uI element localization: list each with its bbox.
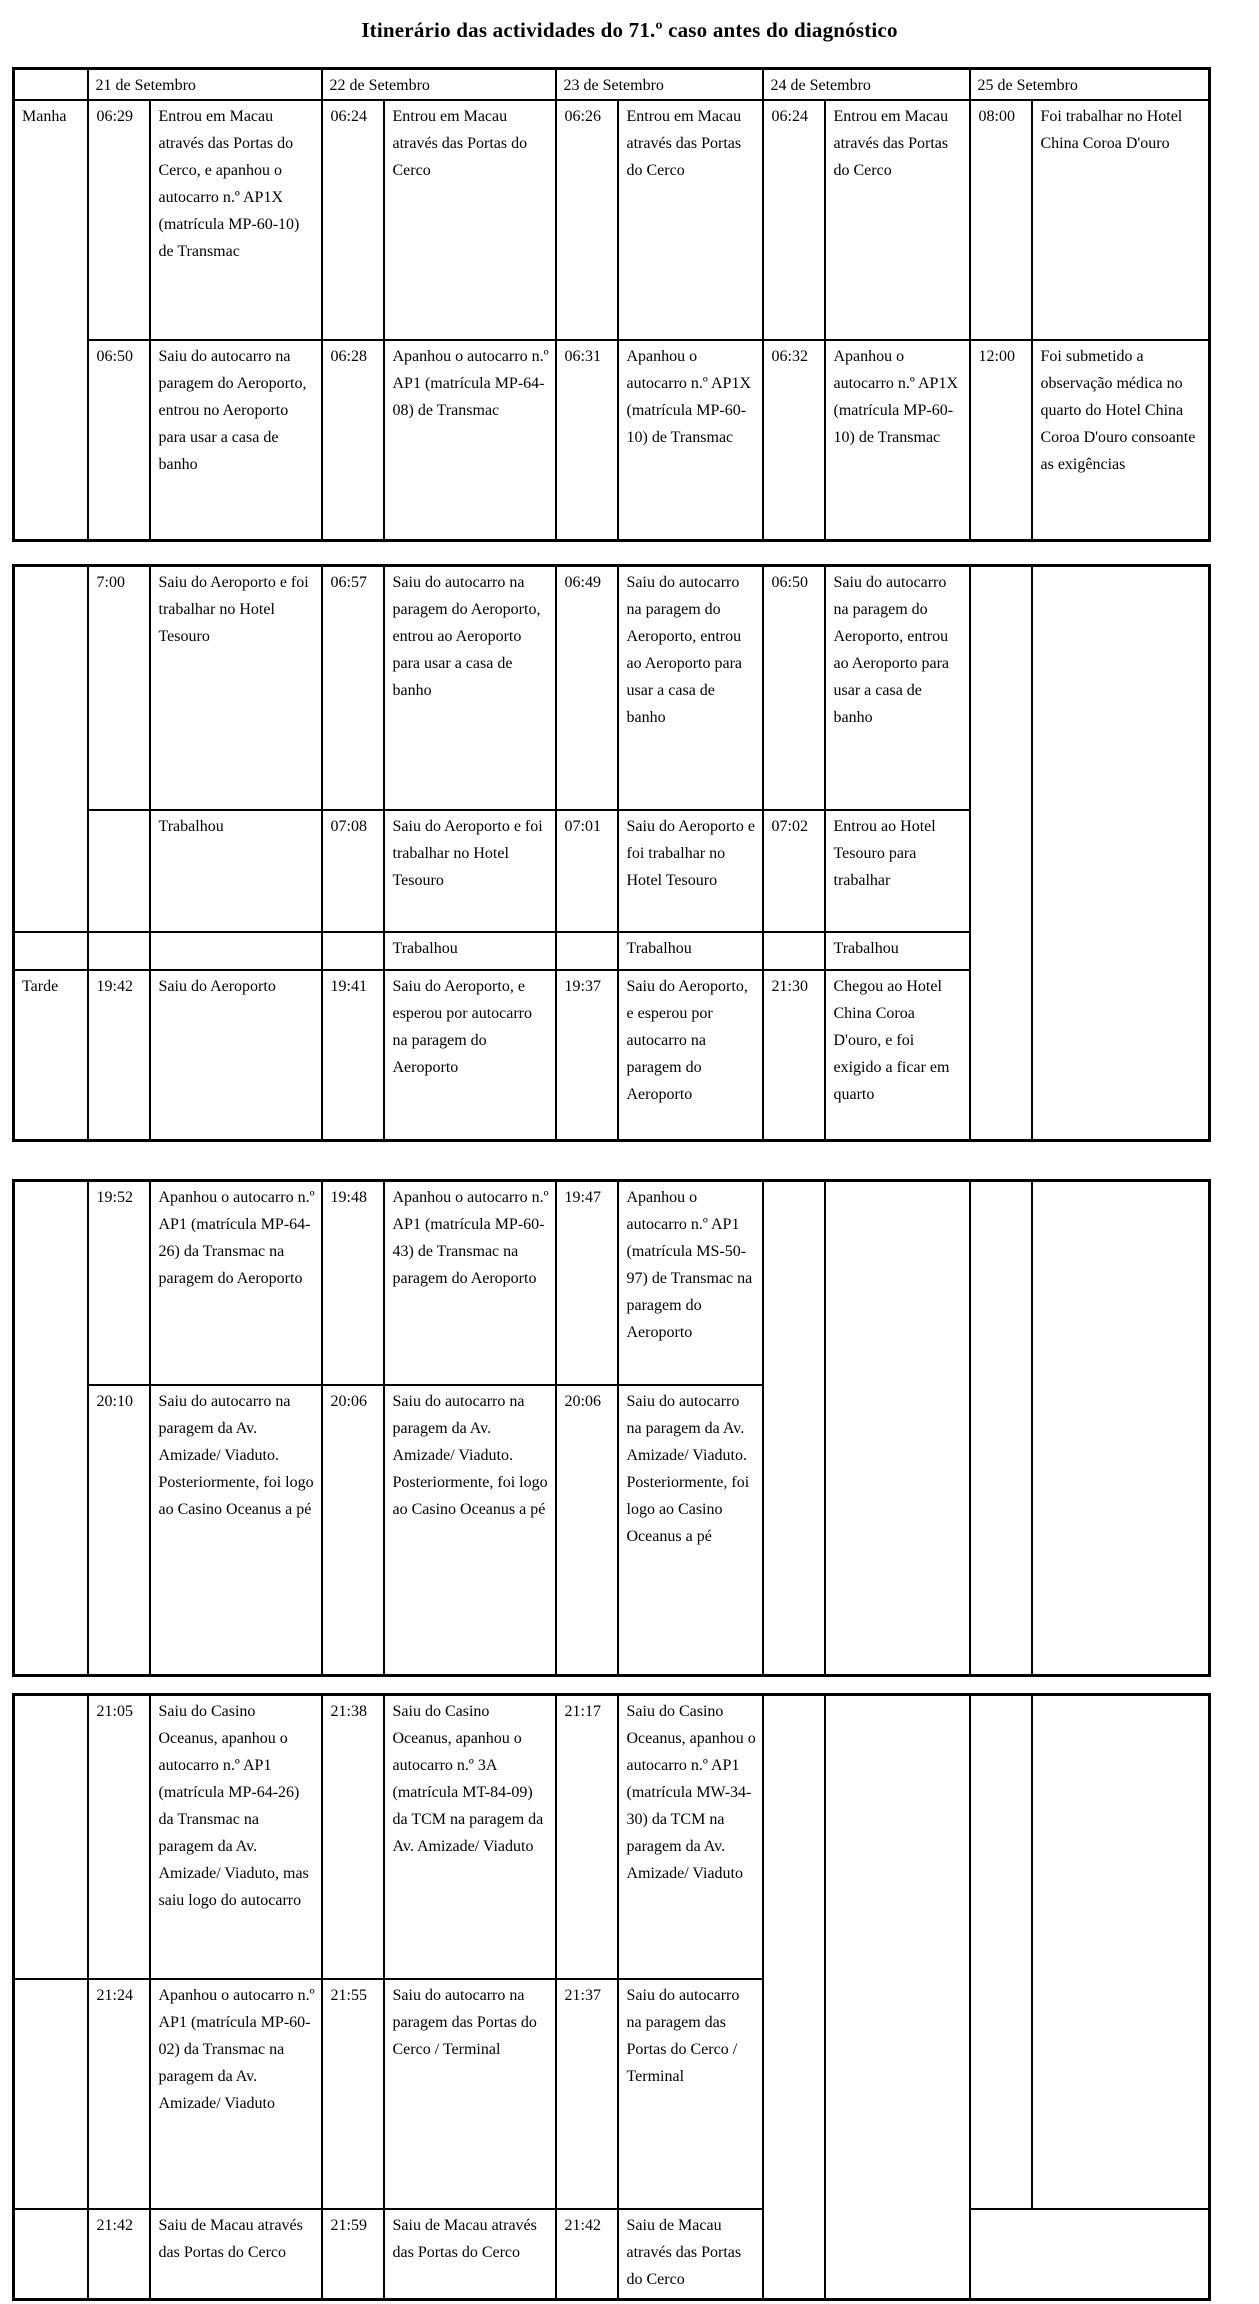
table-gap (0, 1142, 1259, 1179)
morning-label: Manha (14, 100, 88, 540)
empty-label-cell (14, 565, 88, 932)
time-cell: 21:30 (763, 970, 825, 1140)
activity-cell: Saiu do Casino Oceanus, apanhou o autocarro n.º AP1 (matrícula MP-64-26) da Transmac na paragem da Av. Amizade/ Viaduto, mas saiu logo do autocarro (150, 1694, 322, 1979)
date-header-22set: 22 de Setembro (322, 69, 556, 101)
activity-cell: Entrou em Macau através das Portas do Cerco (825, 100, 970, 340)
time-cell: 06:24 (322, 100, 384, 340)
time-cell: 06:50 (763, 565, 825, 810)
corner-cell (14, 69, 88, 101)
time-cell: 20:10 (88, 1385, 150, 1675)
activity-cell: Chegou ao Hotel China Coroa D'ouro, e foi exigido a ficar em quarto (825, 970, 970, 1140)
empty-activity-cell (825, 1694, 970, 2299)
time-cell: 19:47 (556, 1180, 618, 1385)
empty-activity-cell (1032, 1694, 1210, 2209)
empty-label-cell (14, 932, 88, 970)
time-cell: 06:28 (322, 340, 384, 540)
time-cell: 12:00 (970, 340, 1032, 540)
empty-label-cell (14, 1694, 88, 1979)
activity-cell: Saiu de Macau através das Portas do Cerco (618, 2209, 763, 2299)
time-cell: 21:42 (88, 2209, 150, 2299)
time-cell: 21:17 (556, 1694, 618, 1979)
time-cell: 06:26 (556, 100, 618, 340)
activity-cell: Saiu do autocarro na paragem do Aeroporto, entrou no Aeroporto para usar a casa de banho (150, 340, 322, 540)
activity-cell: Apanhou o autocarro n.º AP1 (matrícula MP-60-02) da Transmac na paragem da Av. Amizade/ Viaduto (150, 1979, 322, 2209)
itinerary-table-block-1 (12, 67, 1211, 542)
empty-activity-cell (150, 932, 322, 970)
time-cell: 21:59 (322, 2209, 384, 2299)
activity-cell: Foi trabalhar no Hotel China Coroa D'ouro (1032, 100, 1210, 340)
activity-cell: Saiu do Casino Oceanus, apanhou o autocarro n.º AP1 (matrícula MW-34-30) da TCM na paragem da Av. Amizade/ Viaduto (618, 1694, 763, 1979)
empty-label-cell (14, 1180, 88, 1675)
date-header-24set: 24 de Setembro (763, 69, 970, 101)
activity-cell: Saiu do autocarro na paragem do Aeroporto, entrou ao Aeroporto para usar a casa de banho (825, 565, 970, 810)
activity-cell: Saiu do Aeroporto, e esperou por autocarro na paragem do Aeroporto (618, 970, 763, 1140)
activity-cell: Apanhou o autocarro n.º AP1X (matrícula MP-60-10) de Transmac (825, 340, 970, 540)
time-cell: 06:31 (556, 340, 618, 540)
activity-cell: Trabalhou (384, 932, 556, 970)
time-cell: 06:49 (556, 565, 618, 810)
empty-label-cell (14, 1979, 88, 2209)
activity-cell: Saiu do autocarro na paragem das Portas do Cerco / Terminal (384, 1979, 556, 2209)
time-cell: 21:05 (88, 1694, 150, 1979)
activity-cell: Saiu do Aeroporto e foi trabalhar no Hotel Tesouro (384, 810, 556, 932)
empty-time-cell (763, 932, 825, 970)
time-cell: 19:52 (88, 1180, 150, 1385)
activity-cell: Saiu do autocarro na paragem das Portas do Cerco / Terminal (618, 1979, 763, 2209)
time-cell: 19:42 (88, 970, 150, 1140)
time-cell: 19:41 (322, 970, 384, 1140)
activity-cell: Saiu de Macau através das Portas do Cerco (384, 2209, 556, 2299)
time-cell: 08:00 (970, 100, 1032, 340)
time-cell: 06:57 (322, 565, 384, 810)
activity-cell: Saiu do autocarro na paragem do Aeroporto, entrou ao Aeroporto para usar a casa de banho (618, 565, 763, 810)
activity-cell: Apanhou o autocarro n.º AP1 (matrícula MP-64-26) da Transmac na paragem do Aeroporto (150, 1180, 322, 1385)
activity-cell: Saiu do Aeroporto, e esperou por autocarro na paragem do Aeroporto (384, 970, 556, 1140)
afternoon-label: Tarde (14, 970, 88, 1140)
activity-cell: Saiu do Aeroporto e foi trabalhar no Hotel Tesouro (618, 810, 763, 932)
activity-cell: Saiu do autocarro na paragem da Av. Amizade/ Viaduto. Posteriormente, foi logo ao Casino Oceanus a pé (150, 1385, 322, 1675)
activity-cell: Trabalhou (150, 810, 322, 932)
activity-cell: Apanhou o autocarro n.º AP1X (matrícula MP-60-10) de Transmac (618, 340, 763, 540)
empty-activity-cell (1032, 565, 1210, 1140)
time-cell: 06:50 (88, 340, 150, 540)
empty-time-cell (556, 932, 618, 970)
activity-cell: Apanhou o autocarro n.º AP1 (matrícula MP-64-08) de Transmac (384, 340, 556, 540)
activity-cell: Saiu do Aeroporto (150, 970, 322, 1140)
time-cell: 06:32 (763, 340, 825, 540)
empty-time-cell (763, 1694, 825, 2299)
time-cell: 21:37 (556, 1979, 618, 2209)
time-cell: 21:42 (556, 2209, 618, 2299)
empty-time-cell (970, 1694, 1032, 2209)
itinerary-table-block-3 (12, 1179, 1211, 1677)
empty-activity-cell (825, 1180, 970, 1675)
activity-cell: Trabalhou (618, 932, 763, 970)
date-header-23set: 23 de Setembro (556, 69, 763, 101)
activity-cell: Entrou em Macau através das Portas do Cerco, e apanhou o autocarro n.º AP1X (matrícula MP-60-10) de Transmac (150, 100, 322, 340)
activity-cell: Saiu do autocarro na paragem da Av. Amizade/ Viaduto. Posteriormente, foi logo ao Casino Oceanus a pé (384, 1385, 556, 1675)
empty-label-cell (14, 2209, 88, 2299)
itinerary-table-block-2 (12, 564, 1211, 1142)
time-cell: 07:08 (322, 810, 384, 932)
activity-cell: Saiu do Casino Oceanus, apanhou o autocarro n.º 3A (matrícula MT-84-09) da TCM na paragem da Av. Amizade/ Viaduto (384, 1694, 556, 1979)
empty-time-cell (763, 1180, 825, 1675)
empty-time-cell (970, 565, 1032, 1140)
time-cell: 19:48 (322, 1180, 384, 1385)
time-cell: 7:00 (88, 565, 150, 810)
empty-time-cell (322, 932, 384, 970)
date-header-21set: 21 de Setembro (88, 69, 322, 101)
page-title: Itinerário das actividades do 71.º caso antes do diagnóstico (361, 18, 898, 42)
activity-cell: Saiu do autocarro na paragem do Aeroporto, entrou ao Aeroporto para usar a casa de banho (384, 565, 556, 810)
time-cell: 20:06 (322, 1385, 384, 1675)
activity-cell: Saiu de Macau através das Portas do Cerco (150, 2209, 322, 2299)
time-cell: 19:37 (556, 970, 618, 1140)
date-header-25set: 25 de Setembro (970, 69, 1210, 101)
activity-cell: Saiu do Aeroporto e foi trabalhar no Hotel Tesouro (150, 565, 322, 810)
time-cell: 21:38 (322, 1694, 384, 1979)
time-cell: 06:29 (88, 100, 150, 340)
empty-time-cell (88, 932, 150, 970)
time-cell: 07:02 (763, 810, 825, 932)
time-cell: 21:55 (322, 1979, 384, 2209)
activity-cell: Apanhou o autocarro n.º AP1 (matrícula MS-50-97) de Transmac na paragem do Aeroporto (618, 1180, 763, 1385)
table-gap (0, 1677, 1259, 1693)
empty-time-cell (88, 810, 150, 932)
activity-cell: Entrou em Macau através das Portas do Cerco (618, 100, 763, 340)
activity-cell: Apanhou o autocarro n.º AP1 (matrícula MP-60-43) de Transmac na paragem do Aeroporto (384, 1180, 556, 1385)
time-cell: 06:24 (763, 100, 825, 340)
empty-time-cell (970, 1180, 1032, 1675)
empty-activity-cell (1032, 1180, 1210, 1675)
empty-activity-cell (970, 2209, 1210, 2299)
activity-cell: Entrou em Macau através das Portas do Cerco (384, 100, 556, 340)
itinerary-table-block-4 (12, 1693, 1211, 2301)
activity-cell: Saiu do autocarro na paragem da Av. Amizade/ Viaduto. Posteriormente, foi logo ao Casino Oceanus a pé (618, 1385, 763, 1675)
activity-cell: Foi submetido a observação médica no quarto do Hotel China Coroa D'ouro consoante as exigências (1032, 340, 1210, 540)
activity-cell: Trabalhou (825, 932, 970, 970)
time-cell: 07:01 (556, 810, 618, 932)
time-cell: 20:06 (556, 1385, 618, 1675)
time-cell: 21:24 (88, 1979, 150, 2209)
table-gap (0, 542, 1259, 564)
activity-cell: Entrou ao Hotel Tesouro para trabalhar (825, 810, 970, 932)
